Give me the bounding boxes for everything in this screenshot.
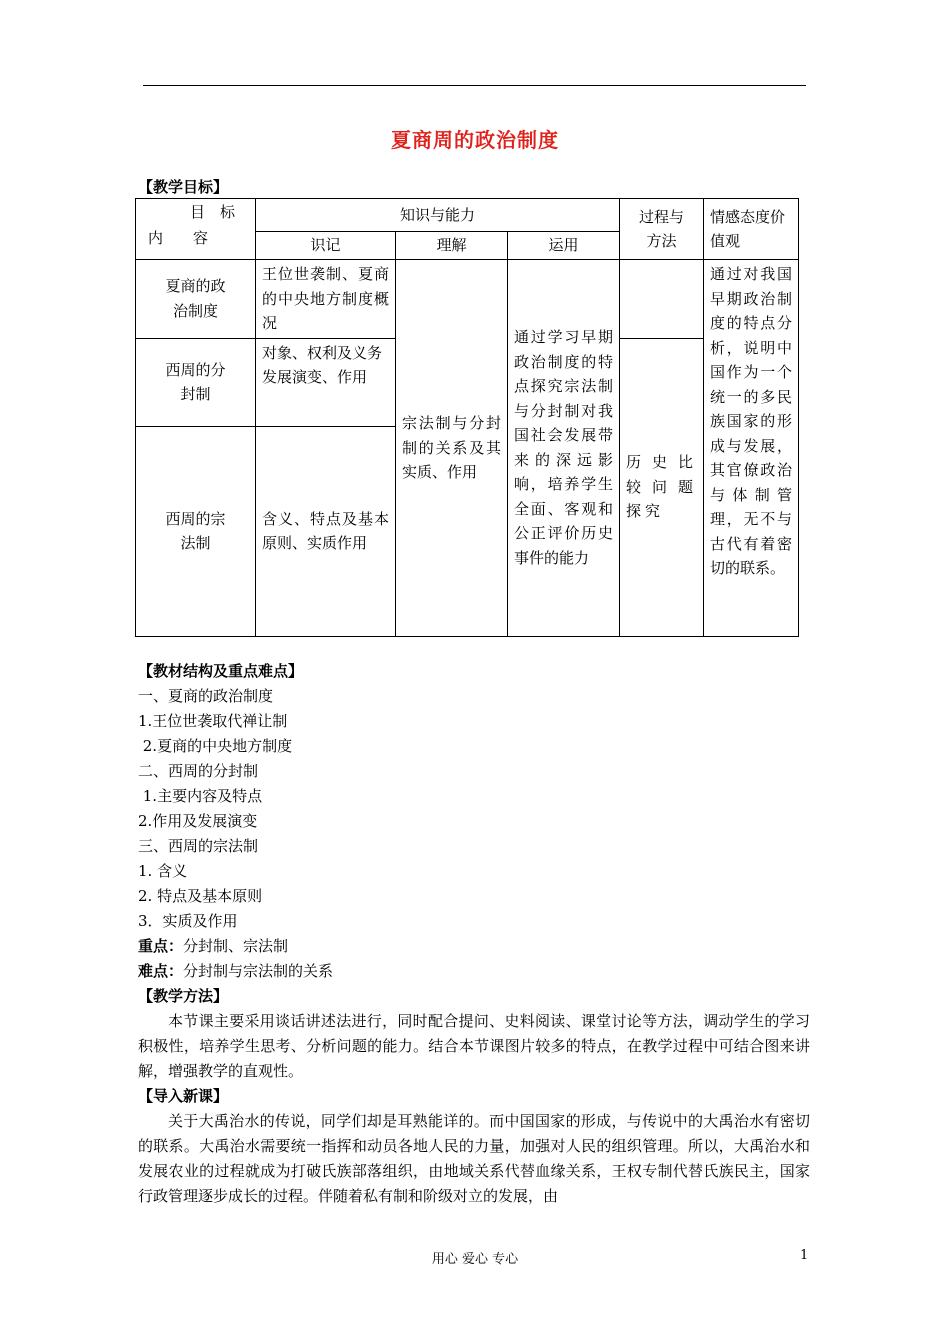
intro-heading: 【导入新课】 — [138, 1087, 229, 1105]
difficult-text: 分封制与宗法制的关系 — [183, 962, 334, 980]
structure-line: 1.王位世袭取代禅让制 — [138, 712, 288, 730]
structure-line: 3．实质及作用 — [138, 912, 238, 930]
row2-label: 西周的分封制 — [136, 338, 256, 426]
row3-recall: 含义、特点及基本原则、实质作用 — [256, 426, 396, 636]
structure-line: 2.夏商的中央地方制度 — [138, 737, 293, 755]
difficult-points — [138, 959, 810, 984]
page-title: 夏商周的政治制度 — [391, 128, 559, 152]
structure-line: 2. 特点及基本原则 — [138, 887, 263, 905]
intro-paragraph: 关于大禹治水的传说，同学们却是耳熟能详的。而中国国家的形成，与传说中的大禹治水有密切的联系。大禹治水需要统一指挥和动员各地人民的力量，加强对人民的组织管理。所以，大禹治水和发展农业的过程就成为打破氏族部落组织，由地域关系代替血缘关系，王权专制代替氏族民主，国家行政管理逐步成长的过程。伴随着私有制和阶级对立的发展，由 — [138, 1112, 810, 1205]
key-label: 重点： — [138, 937, 184, 955]
method-paragraph: 本节课主要采用谈话讲述法进行，同时配合提问、史料阅读、课堂讨论等方法，调动学生的学习积极性，培养学生思考、分析问题的能力。结合本节课图片较多的特点，在教学过程中可结合图来讲解，增强教学的直观性。 — [138, 1012, 810, 1080]
row2-recall-b: 发展演变、作用 — [262, 368, 368, 386]
emotion-values-header: 情感态度价值观 — [704, 199, 799, 260]
header-rule — [143, 85, 806, 86]
difficult-label: 难点： — [138, 962, 184, 980]
apply-cell: 通过学习早期政治制度的特点探究宗法制与分封制对我国社会发展带来的深远影响，培养学生全面、客观和公正评价历史事件的能力 — [508, 260, 620, 637]
structure-heading: 【教材结构及重点难点】 — [138, 662, 304, 680]
row23-process: 历史比较问题探究 — [620, 338, 704, 636]
process-method-header: 过程与方法 — [620, 199, 704, 260]
structure-line: 三、西周的宗法制 — [138, 837, 259, 855]
key-points — [138, 934, 810, 959]
knowledge-ability-header: 知识与能力 — [256, 199, 620, 232]
structure-list — [138, 684, 810, 1209]
row1-recall: 王位世袭制、夏商的中央地方制度概况 — [256, 260, 396, 339]
emotion-cell: 通过对我国早期政治制度的特点分析，说明中国作为一个统一的多民族国家的形成与发展，其官僚政治与体制管理，无不与古代有着密切的联系。 — [704, 260, 799, 637]
row1-label: 夏商的政治制度 — [136, 260, 256, 339]
corner-bottom: 内 容 — [148, 229, 209, 247]
structure-line: 1.主要内容及特点 — [138, 787, 263, 805]
apply-header: 运用 — [508, 231, 620, 259]
row2-recall — [256, 338, 396, 426]
key-text: 分封制、宗法制 — [183, 937, 289, 955]
method-heading: 【教学方法】 — [138, 987, 229, 1005]
row3-label: 西周的宗法制 — [136, 426, 256, 636]
page-number: 1 — [800, 1248, 809, 1263]
row1-process — [620, 260, 704, 339]
row2-recall-a: 对象、权利及义务 — [262, 343, 383, 362]
footer-slogan: 用心 爱心 专心 — [431, 1252, 519, 1267]
understand-cell: 宗法制与分封制的关系及其实质、作用 — [396, 260, 508, 637]
corner-top: 目 标 — [190, 203, 236, 221]
corner-cell — [136, 199, 256, 260]
goals-table — [135, 198, 799, 637]
structure-line: 2.作用及发展演变 — [138, 812, 258, 830]
structure-line: 二、西周的分封制 — [138, 762, 259, 780]
structure-line: 一、夏商的政治制度 — [138, 687, 274, 705]
goals-heading: 【教学目标】 — [138, 178, 229, 196]
structure-line: 1. 含义 — [138, 862, 188, 880]
recall-header: 识记 — [256, 231, 396, 259]
understand-header: 理解 — [396, 231, 508, 259]
